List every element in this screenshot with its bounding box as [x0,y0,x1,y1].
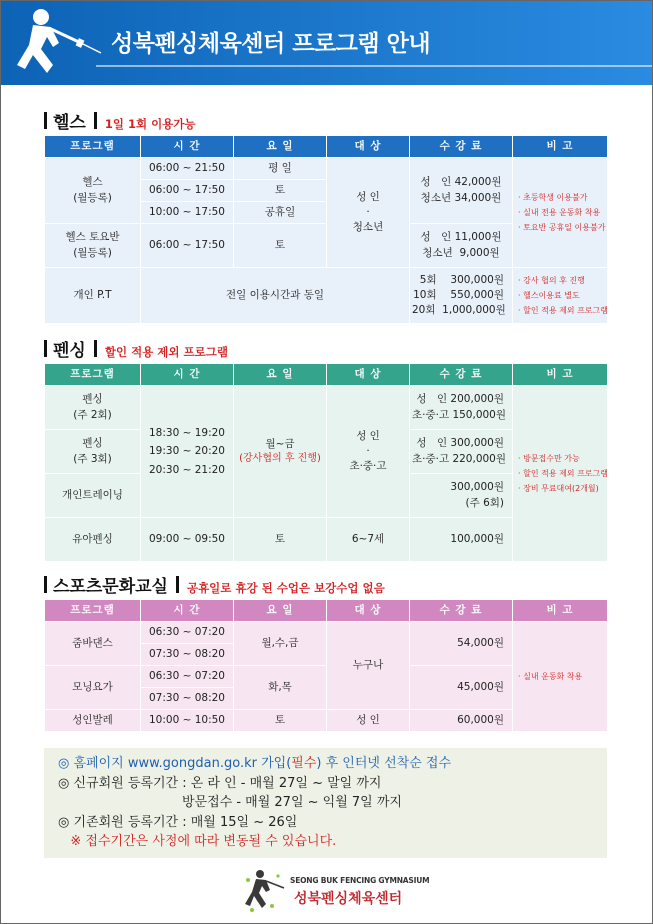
title-bar [44,112,47,129]
footer-logo-ko: 성북펜싱체육센터 [294,891,403,907]
day-cell: 토 [234,224,327,268]
program-cell: 펜싱 (주 2회) [45,386,141,430]
header-cell: 시 간 [141,364,234,386]
program-cell: 펜싱 (주 3회) [45,430,141,474]
notice-line-4: ◎ 기존회원 등록기간 : 매월 15일 ~ 26일 [58,814,298,830]
header-cell: 비 고 [513,136,608,158]
header-cell: 수 강 료 [410,600,513,622]
fee-cell: 성 인 300,000원 초·중·고 220,000원 [410,430,513,474]
section-title-fencing [44,336,228,361]
section-title-health [44,108,196,133]
footer-logo-en: SEONG BUK FENCING GYMNASIUM [290,876,430,885]
day-cell: 평 일 [234,158,327,180]
section-note: 할인 적용 제외 프로그램 [104,345,228,359]
notice-required: 필수 [291,756,317,771]
section-note: 공휴일로 휴강 된 수업은 보강수업 없음 [186,581,385,595]
time-cell: 18:30 ~ 19:20 19:30 ~ 20:20 20:30 ~ 21:20 [141,386,234,518]
time-cell: 06:00 ~ 21:50 [141,158,234,180]
section-name: 스포츠문화교실 [53,577,168,597]
footer-logo [242,866,430,916]
target-cell: 성 인 · 청소년 [327,158,410,268]
remark-cell: · 강사 협의 후 진행 · 헬스이용료 별도 · 할인 적용 제외 프로그램 [513,268,608,324]
header-banner [1,1,652,85]
header-cell: 프로그램 [45,136,141,158]
sports-table [44,599,608,732]
program-cell: 개인 P.T [45,268,141,324]
program-cell: 개인트레이닝 [45,474,141,518]
day-cell [234,386,327,518]
time-cell: 07:30 ~ 08:20 [141,688,234,710]
header-cell: 요 일 [234,364,327,386]
header-cell: 시 간 [141,600,234,622]
header-stripe [96,65,652,67]
section-title-sports [44,572,385,597]
health-table [44,135,608,324]
notice-line-2: ◎ 신규회원 등록기간 : 온 라 인 - 매월 27일 ~ 말일 까지 [58,775,382,791]
table-row [45,268,608,324]
notice-text: ◎ 홈페이지 www.gongdan.go.kr 가입( [58,756,292,771]
fencer-logo-icon [242,866,286,916]
program-cell: 모닝요가 [45,666,141,710]
section-name: 헬스 [53,113,86,133]
header-cell: 대 상 [327,136,410,158]
fee-cell: 45,000원 [410,666,513,710]
program-cell: 줌바댄스 [45,622,141,666]
fee-cell: 5회 300,000원 10회 550,000원 20회 1,000,000원 [410,268,513,324]
time-cell: 06:00 ~ 17:50 [141,224,234,268]
table-header-row [45,600,608,622]
header-cell: 비 고 [513,600,608,622]
table-header-row [45,364,608,386]
title-bar [44,340,47,357]
day-cell: 토 [234,710,327,732]
time-cell: 10:00 ~ 17:50 [141,202,234,224]
section-name: 펜싱 [53,341,86,361]
table-row [45,622,608,644]
fee-cell: 성 인 42,000원 청소년 34,000원 [410,158,513,224]
header-cell: 요 일 [234,136,327,158]
day-cell: 공휴일 [234,202,327,224]
header-cell: 대 상 [327,600,410,622]
program-cell: 헬스 토요반 (월등록) [45,224,141,268]
day-cell: 월,수,금 [234,622,327,666]
fee-cell: 54,000원 [410,622,513,666]
title-bar [44,576,47,593]
title-bar [176,576,179,593]
target-cell: 6~7세 [327,518,410,562]
title-bar [94,112,97,129]
remark-cell: · 방문접수만 가능 · 할인 적용 제외 프로그램 · 장비 무료대여(2개월) [513,386,608,562]
header-cell: 요 일 [234,600,327,622]
fencer-icon [11,3,103,83]
time-cell: 09:00 ~ 09:50 [141,518,234,562]
time-cell: 전일 이용시간과 동일 [141,268,410,324]
notice-line-3: 방문접수 - 매월 27일 ~ 익월 7일 까지 [58,795,402,810]
remark-cell: · 초등학생 이용불가 · 실내 전용 운동화 착용 · 토요반 공휴일 이용불가 [513,158,608,268]
header-cell: 수 강 료 [410,136,513,158]
day-cell: 화,목 [234,666,327,710]
fee-cell: 300,000원 (주 6회) [410,474,513,518]
fee-cell: 100,000원 [410,518,513,562]
target-cell: 성 인 · 초·중·고 [327,386,410,518]
time-cell: 06:30 ~ 07:20 [141,622,234,644]
target-cell: 성 인 [327,710,410,732]
day-cell: 토 [234,180,327,202]
time-cell: 10:00 ~ 10:50 [141,710,234,732]
program-cell: 성인발레 [45,710,141,732]
program-cell: 유아펜싱 [45,518,141,562]
time-cell: 07:30 ~ 08:20 [141,644,234,666]
fee-cell: 60,000원 [410,710,513,732]
notice-line-1 [58,754,607,774]
section-note: 1일 1회 이용가능 [104,117,196,131]
notice-box [44,748,607,858]
table-row [45,386,608,430]
header-cell: 프로그램 [45,364,141,386]
day-cell: 토 [234,518,327,562]
header-cell: 프로그램 [45,600,141,622]
header-cell: 수 강 료 [410,364,513,386]
page-title: 성북펜싱체육센터 프로그램 안내 [111,31,431,57]
fencing-table [44,363,608,562]
header-cell: 대 상 [327,364,410,386]
fee-cell: 성 인 200,000원 초·중·고 150,000원 [410,386,513,430]
fee-cell: 성 인 11,000원 청소년 9,000원 [410,224,513,268]
header-cell: 비 고 [513,364,608,386]
notice-text: ) 후 인터넷 선착순 접수 [316,756,452,771]
table-row [45,158,608,180]
title-bar [94,340,97,357]
day-text: 월~금 [265,437,295,450]
header-cell: 시 간 [141,136,234,158]
program-cell: 헬스 (월등록) [45,158,141,224]
day-note: (강사협의 후 진행) [239,452,321,464]
table-header-row [45,136,608,158]
target-cell: 누구나 [327,622,410,710]
time-cell: 06:30 ~ 07:20 [141,666,234,688]
time-cell: 06:00 ~ 17:50 [141,180,234,202]
remark-cell: · 실내 운동화 착용 [513,622,608,732]
notice-line-5: ※ 접수기간은 사정에 따라 변동될 수 있습니다. [58,834,337,849]
